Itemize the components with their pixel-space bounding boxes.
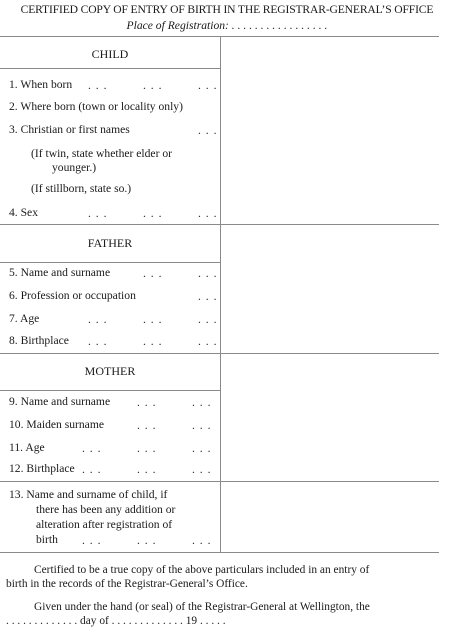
child-heading: CHILD: [91, 47, 129, 61]
sex-dots-2: . . .: [143, 207, 163, 220]
twin-note-line1: (If twin, state whether elder or: [31, 147, 172, 160]
father-age-dots-2: . . .: [143, 313, 163, 326]
mother-maiden-dots-1: . . .: [137, 419, 157, 432]
father-profession-label: 6. Profession or occupation: [9, 289, 136, 302]
mother-age-dots-3: . . .: [192, 442, 212, 455]
alteration-line4: birth: [36, 533, 58, 546]
father-age-dots-1: . . .: [88, 313, 108, 326]
twin-note-line2: younger.): [52, 161, 97, 174]
table-bottom-border: [0, 552, 439, 553]
given-under-hand-line2: . . . . . . . . . . . . . day of . . . . . . . . . . . . . 19 . . . . .: [6, 615, 226, 627]
father-birthplace-dots-3: . . .: [198, 335, 218, 348]
father-birthplace-dots-2: . . .: [143, 335, 163, 348]
first-names-dots: . . .: [198, 124, 218, 137]
alteration-dots-2: . . .: [137, 534, 157, 547]
when-born-dots-2: . . .: [143, 79, 163, 92]
mother-section-border: [0, 481, 439, 482]
sex-label: 4. Sex: [9, 206, 38, 219]
father-name-label: 5. Name and surname: [9, 266, 111, 279]
father-profession-dots: . . .: [198, 290, 218, 303]
mother-age-label: 11. Age: [9, 441, 45, 454]
mother-maiden-dots-2: . . .: [192, 419, 212, 432]
when-born-dots-3: . . .: [198, 79, 218, 92]
given-under-hand-line1: Given under the hand (or seal) of the Registrar-General at Wellington, the: [34, 601, 370, 613]
alteration-dots-1: . . .: [82, 534, 102, 547]
alteration-line1: 13. Name and surname of child, if: [9, 488, 168, 501]
mother-heading: MOTHER: [84, 364, 136, 378]
document-title: CERTIFIED COPY OF ENTRY OF BIRTH IN THE REGISTRAR-GENERAL’S OFFICE: [20, 3, 434, 16]
certification-line2: birth in the records of the Registrar-General’s Office.: [6, 578, 248, 590]
mother-birthplace-dots-1: . . .: [82, 463, 102, 476]
place-of-registration: Place of Registration: . . . . . . . . . . . . . . . . .: [126, 19, 328, 32]
mother-heading-rule: [0, 390, 220, 391]
sex-dots-1: . . .: [88, 207, 108, 220]
certification-line1: Certified to be a true copy of the above particulars included in an entry of: [34, 564, 370, 576]
father-birthplace-label: 8. Birthplace: [9, 334, 69, 347]
mother-birthplace-dots-2: . . .: [137, 463, 157, 476]
where-born-label: 2. Where born (town or locality only): [9, 100, 183, 113]
mother-birthplace-dots-3: . . .: [192, 463, 212, 476]
child-section-border: [0, 224, 439, 225]
mother-maiden-label: 10. Maiden surname: [9, 418, 104, 431]
mother-name-label: 9. Name and surname: [9, 395, 111, 408]
father-age-label: 7. Age: [9, 312, 40, 325]
child-heading-rule: [0, 68, 220, 69]
mother-name-dots-1: . . .: [137, 396, 157, 409]
father-name-dots-2: . . .: [198, 267, 218, 280]
mother-age-dots-1: . . .: [82, 442, 102, 455]
father-birthplace-dots-1: . . .: [88, 335, 108, 348]
sex-dots-3: . . .: [198, 207, 218, 220]
first-names-label: 3. Christian or first names: [9, 123, 130, 136]
when-born-dots-1: . . .: [88, 79, 108, 92]
father-heading: FATHER: [87, 236, 133, 250]
father-heading-rule: [0, 262, 220, 263]
column-divider: [220, 36, 221, 552]
father-section-border: [0, 353, 439, 354]
father-name-dots-1: . . .: [143, 267, 163, 280]
father-age-dots-3: . . .: [198, 313, 218, 326]
mother-birthplace-label: 12. Birthplace: [9, 462, 75, 475]
alteration-line2: there has been any addition or: [36, 503, 176, 516]
alteration-line3: alteration after registration of: [36, 518, 173, 531]
alteration-dots-3: . . .: [192, 534, 212, 547]
stillborn-note: (If stillborn, state so.): [31, 182, 132, 195]
mother-name-dots-2: . . .: [192, 396, 212, 409]
when-born-label: 1. When born: [9, 78, 73, 91]
mother-age-dots-2: . . .: [137, 442, 157, 455]
